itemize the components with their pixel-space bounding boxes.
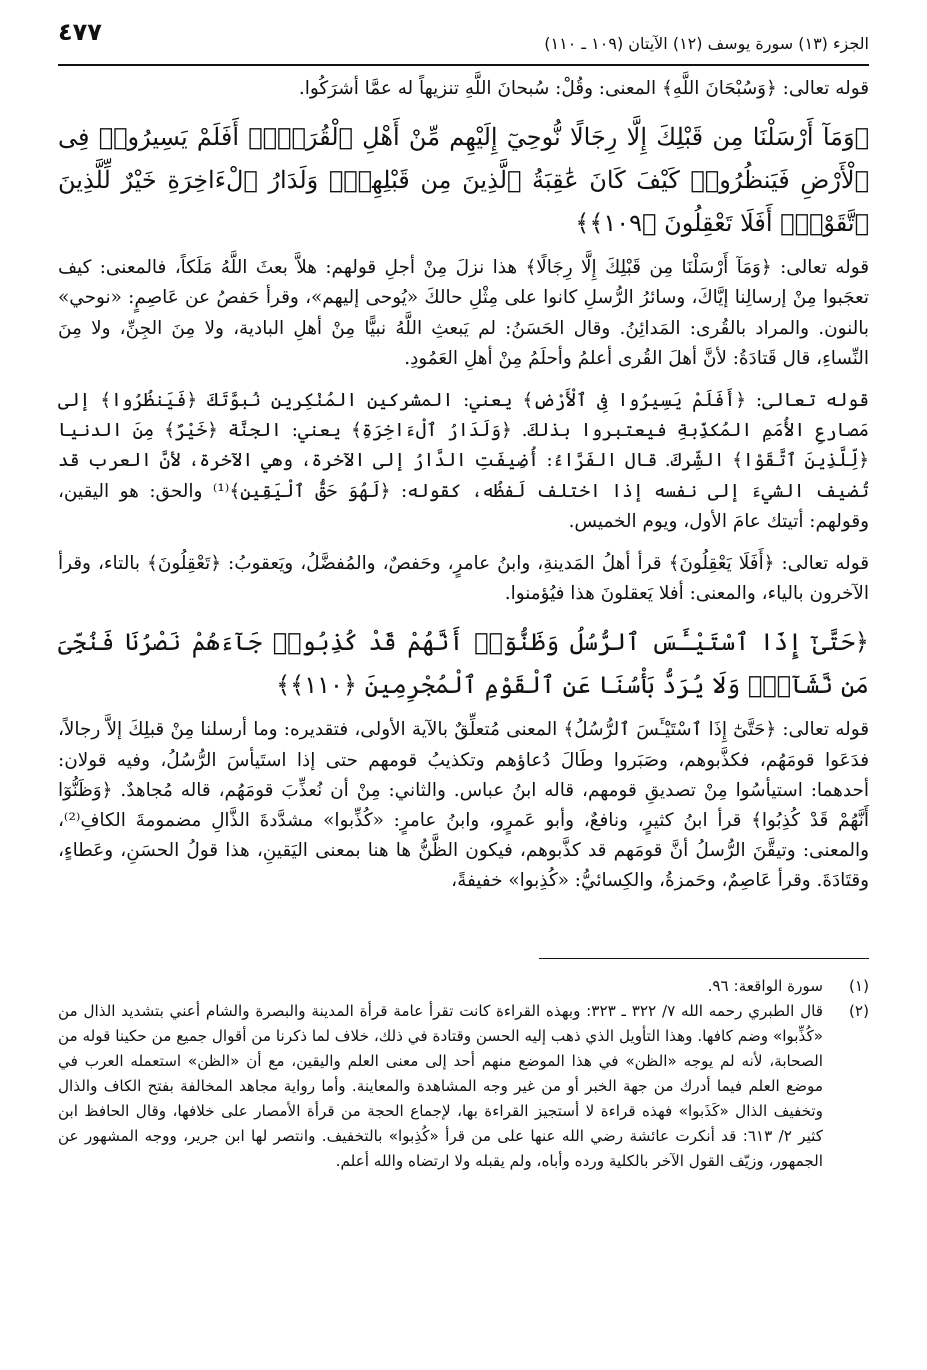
footnotes [58,974,869,1174]
footnote-number: (١) [848,977,869,995]
running-head: الجزء (١٣) سورة يوسف (١٢) الآيتان (١٠٩ ـ ١١٠) [544,34,869,53]
footnote-number: (٢) [848,1002,869,1020]
header-rule [58,64,869,66]
page-number: ٤٧٧ [58,18,102,46]
commentary-paragraph-4: قوله تعالى: ﴿أَفَلَا يَعْقِلُونَ﴾ قرأ أهلُ المَدينةِ، وابنُ عامرٍ، وحَفصٌ، والمُفضَّلُ، ويَعقوبُ: ﴿تَعْقِلُونَ﴾ بالتاء، وقرأ الآخرون بالياء، والمعنى: أفلا يَعقلونَ هذا فيُؤمنوا. [58,553,869,605]
commentary-paragraph-5: قوله تعالى: ﴿حَتَّىٰٓ إِذَا ٱسْتَيْـَٔسَ ٱلرُّسُلُ﴾ المعنى مُتعلِّقٌ بالآية الأولى، فتقديره: وما أرسلنا مِنْ قبلِكَ إلاَّ رجالاً، فدَعَوا قومَهُم، فكذَّبوهم، وصَبَروا وطَالَ دُعاؤهم وتكذيبُ قومهم حتى إذا استَيأسَ الرُّسُلُ، وفيه قولان: أحدهما: استيأسُوا مِنْ تصديقِ قومهم، قاله ابنُ عباس. والثاني: مِنْ أن نُعذِّبَ قومَهُم، قاله مُجاهدٌ. ﴿وَظَنُّوٓا أَنَّهُمْ قَدْ كُذِبُوا﴾ قرأ ابنُ كثيرٍ، ونافعٌ، وأبو عَمرٍو، وابنُ عامرٍ: «كُذِّبوا» مشدَّدةَ الذَّالِ مضمومةَ الكافِ⁽²⁾، والمعنى: وتيقَّنَ الرُّسلُ أنَّ قومَهم قد كذَّبوهم، فيكون الظَّنُّ ها هنا بمعنى اليَقينِ، هذا قولُ الحسَنِ، وعَطاءٍ، وقتَادَةَ. وقرأ عَاصِمٌ، وحَمزةُ، والكِسائيُّ: «كُذِبوا» خفيفةً، [58,719,869,892]
footnote-text: سورة الواقعة: ٩٦. [707,977,823,995]
footnote-item [58,999,869,1174]
footnote-text: قال الطبري رحمه الله ٧/ ٣٢٢ ـ ٣٢٣: وبهذه القراءة كانت تقرأ عامة قرأة المدينة والبصرة والشام أعني بتشديد الذال من «كُذِّبوا» وضم كافها. وهذا التأويل الذي ذهب إليه الحسن وقتادة في ذلك، خلاف لما ذكرنا من أقوال جميع من حكينا قوله من الصحابة، لأنه لم يوجه «الظن» في هذا الموضع منهم أحد إلى معنى العلم واليقين، مع أن «الظن» استعمله العرب في موضع العلم فيما أدرك من جهة الخبر أو من غير وجه المشاهدة والمعاينة. وأما رواية مجاهد المخالفة بفتح الكاف والذال وتخفيف الذال «كَذَبوا» فهذه قراءة لا أستجيز القراءة بها، لإجماع الحجة من قرأة الأمصار على خلافها، وقال الحافظ ابن كثير ٢/ ٦١٣: قد أنكرت عائشة رضي الله عنها على من قرأ «كُذِبوا» بالتخفيف. وانتصر لها ابن جرير، ووجه المشهور عن الجمهور، وزيّف القول الآخر بالكلية ورده وأباه، ولم يقبله ولا ارتضاه والله أعلم. [58,1002,823,1170]
footnote-divider [539,958,869,959]
page-header [58,18,869,56]
book-page [58,18,869,1170]
footnote-item [58,974,869,999]
main-text [58,74,869,897]
commentary-paragraph-1: قوله تعالى: ﴿وَسُبْحَانَ اللَّهِ﴾ المعنى: وقُلْ: سُبحانَ اللَّهِ تنزيهاً له عمَّا أشرَكُوا. [298,78,869,99]
commentary-paragraph-3: قوله تعالى: ﴿أَفَلَمْ يَسِيرُوا فِى ٱلْأَرْضِ﴾ يعني: المشركين المُنْكِرين نُبوَّتَكَ ﴿فَيَنظُرُوا﴾ إلى مَصارعِ الأُمَمِ المُكذِّبةِ فيعتبروا بذلكَ. ﴿وَلَدَارُ ٱلْءَاخِرَةِ﴾ يعني: الجنَّة ﴿خَيْرٌ﴾ مِنَ الدنيا ﴿لِّلَّذِينَ ٱتَّقَوْا﴾ الشِّركَ. قال الفَرَّاءُ: أُضِيفَتِ الدَّارُ إلى الآخرة، وهي الآخرة، لأنَّ العرب قد تُضيف الشيءَ إلى نفسه إذا اختلف لَفظُه، كقوله: ﴿لَهُوَ حَقُّ ٱلْيَقِينِ﴾⁽¹⁾ والحق: هو اليقين، وقولهم: أتيتك عامَ الأول، ويوم الخميس. [58,390,869,532]
commentary-paragraph-2: قوله تعالى: ﴿وَمَآ أَرْسَلْنَا مِن قَبْلِكَ إِلَّا رِجَالًا﴾ هذا نزلَ مِنْ أجلِ قولهم: هلاَّ بعثَ اللَّهُ مَلَكاً، فالمعنى: كيف تعجَبوا مِنْ إرسالِنا إيَّاكَ، وسائرُ الرُّسلِ كانوا على مِثْلِ حالكَ «يُوحى إليهم»، وقرأ حَفصُ عن عَاصِمٍ: «نوحي» بالنون. والمراد بالقُرى: المَدائِنُ. وقال الحَسَنُ: لم يَبعثِ اللَّهُ نبيًّا مِنْ أهلِ البادية، ولا مِنَ الجِنِّ، ولا مِنَ النِّساءِ، قال قَتادَةُ: لأنَّ أهلَ القُرى أعلمُ وأحلَمُ مِنْ أهلِ العَمُودِ. [58,257,869,369]
quran-verse-110: ﴿حَتَّىٰٓ إِذَا ٱسْتَيْـَٔسَ ٱلرُّسُلُ وَظَنُّوٓا۟ أَنَّهُمْ قَدْ كُذِبُوا۟ جَآءَهُمْ نَصْرُنَا فَنُجِّىَ مَن نَّشَآءُۖ وَلَا يُرَدُّ بَأْسُنَا عَنِ ٱلْقَوْمِ ٱلْمُجْرِمِينَ ﴿١١٠﴾﴾ [58,628,869,700]
quran-verse-109: ﴿وَمَآ أَرْسَلْنَا مِن قَبْلِكَ إِلَّا رِجَالًا نُّوحِيٓ إِلَيْهِم مِّنْ أَهْلِ ٱلْقُرَىٰٓۗ أَفَلَمْ يَسِيرُوا۟ فِى ٱلْأَرْضِ فَيَنظُرُوا۟ كَيْفَ كَانَ عَٰقِبَةُ ٱلَّذِينَ مِن قَبْلِهِمْۗ وَلَدَارُ ٱلْءَاخِرَةِ خَيْرٌ لِّلَّذِينَ ٱتَّقَوْا۟ۗ أَفَلَا تَعْقِلُونَ ﴿١٠٩﴾﴾ [58,123,869,238]
